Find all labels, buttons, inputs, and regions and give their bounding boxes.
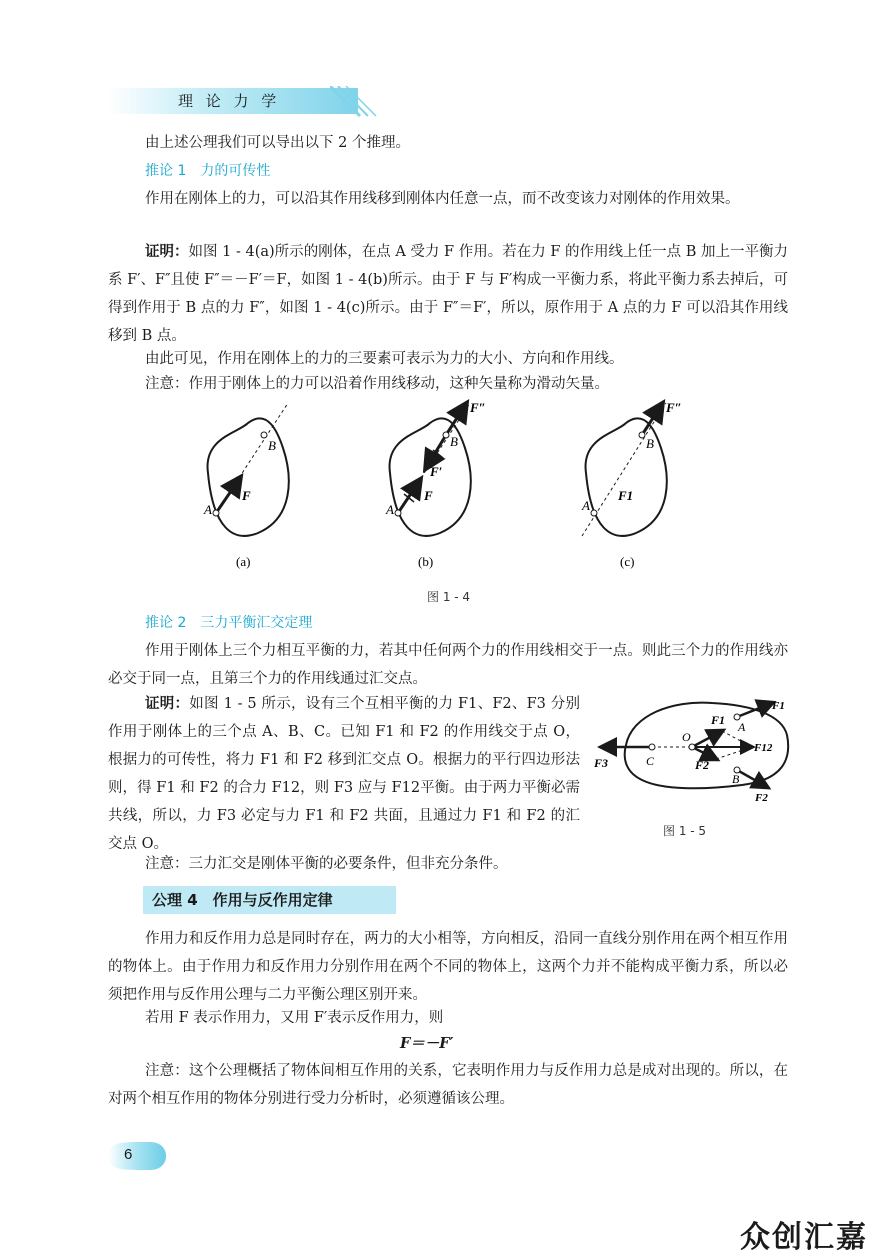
corollary1-heading: 推论 1 力的可传性 — [145, 163, 271, 179]
page-number: 6 — [124, 1146, 133, 1163]
label-B: B — [450, 434, 458, 449]
corollary1-proof — [108, 238, 788, 350]
book-title: 理 论 力 学 — [178, 92, 281, 110]
proof-label: 证明： — [145, 243, 189, 260]
label-F2-inner: F2 — [695, 758, 710, 772]
corollary1-statement: 作用在刚体上的力，可以沿其作用线移到刚体内任意一点，而不改变该力对刚体的作用效果。 — [145, 191, 740, 207]
label-C: C — [646, 754, 655, 768]
figure-1-5-caption: 图 1 - 5 — [663, 824, 707, 838]
label-B: B — [646, 436, 654, 451]
panel-b-label: (b) — [418, 554, 434, 569]
corollary2-note: 注意：三力汇交是刚体平衡的必要条件，但非充分条件。 — [145, 856, 508, 872]
corollary1-note: 注意：作用于刚体上的力可以沿着作用线移动，这种矢量称为滑动矢量。 — [145, 376, 609, 392]
axiom4-equation: F＝－F′ — [400, 1035, 454, 1052]
intro-text: 由上述公理我们可以导出以下 2 个推理。 — [145, 135, 410, 151]
corollary2-proof — [108, 690, 580, 858]
figure-1-5 — [592, 695, 792, 807]
panel-c — [581, 400, 682, 569]
label-F12: F12 — [754, 742, 773, 754]
label-F1-outer: F1 — [772, 700, 785, 712]
label-F: F — [242, 488, 251, 503]
label-A: A — [204, 502, 212, 517]
axiom4-para2: 若用 F 表示作用力，又用 F′表示反作用力，则 — [145, 1010, 444, 1026]
label-F2-outer: F2 — [755, 792, 768, 804]
page-number-badge — [108, 1140, 166, 1172]
watermark: 众创汇嘉 — [740, 1220, 868, 1255]
panel-a-label: (a) — [236, 554, 251, 569]
label-A: A — [582, 498, 590, 513]
label-F1-inner: F1 — [711, 713, 726, 727]
label-F1: F1 — [618, 488, 634, 503]
label-A: A — [386, 502, 394, 517]
axiom4-heading: 公理 4 作用与反作用定律 — [152, 891, 333, 909]
label-F3: F3 — [594, 756, 609, 770]
panel-c-label: (c) — [620, 554, 635, 569]
proof-text: 如图 1 - 5 所示，设有三个互相平衡的力 F1、F2、F3 分别作用于刚体上的三个点 A、B、C。已知 F1 和 F2 的作用线交于点 O，根据力的可传性，将力 F1 和 F2 移到汇交点 O。根据力的平行四边形法则，得 F1 和 F2 的合力 F12，则 F3 应与 F12平衡。由于两力平衡必需共线，所以，力 F3 必定与力 F1 和 F2 共面，且通过力 F1 和 F2 的汇交点 O。 — [108, 696, 580, 852]
corollary1-conclusion: 由此可见，作用在刚体上的力的三要素可表示为力的大小、方向和作用线。 — [145, 351, 624, 367]
label-F-prime: F′ — [430, 464, 443, 479]
label-F: F — [424, 488, 433, 503]
figure-1-4-caption: 图 1 - 4 — [427, 590, 471, 604]
label-A: A — [738, 720, 746, 734]
label-F-dprime: F″ — [666, 400, 682, 415]
label-O: O — [682, 730, 691, 744]
axiom4-note: 注意：这个公理概括了物体间相互作用的关系，它表明作用力与反作用力总是成对出现的。所以，在对两个相互作用的物体分别进行受力分析时，必须遵循该公理。 — [108, 1063, 788, 1107]
panel-a — [203, 403, 289, 569]
label-B: B — [268, 438, 276, 453]
panel-b — [385, 400, 486, 569]
proof-label: 证明： — [145, 695, 190, 712]
axiom4-para1: 作用力和反作用力总是同时存在，两力的大小相等，方向相反，沿同一直线分别作用在两个相互作用的物体上。由于作用力和反作用力分别作用在两个不同的物体上，这两个力并不能构成平衡力系，所以必须把作用与反作用公理与二力平衡公理区别开来。 — [108, 931, 788, 1003]
corollary2-statement: 作用于刚体上三个力相互平衡的力，若其中任何两个力的作用线相交于一点。则此三个力的作用线亦必交于同一点，且第三个力的作用线通过汇交点。 — [108, 643, 788, 687]
label-F-dprime: F″ — [470, 400, 486, 415]
label-B: B — [732, 772, 740, 786]
header-stripes — [330, 86, 380, 118]
proof-text: 如图 1 - 4(a)所示的刚体，在点 A 受力 F 作用。若在力 F 的作用线上任一点 B 加上一平衡力系 F′、F″且使 F″＝－F′＝F，如图 1 - 4(b)所示。由于 F 与 F′构成一平衡力系，将此平衡力系去掉后，可得到作用于 B 点的力 F″，如图 1 - 4(c)所示。由于 F″＝F′，所以，原作用于 A 点的力 F 可以沿其作用线移到 B 点。 — [108, 244, 788, 344]
corollary2-heading: 推论 2 三力平衡汇交定理 — [145, 615, 313, 631]
figure-1-4 — [198, 398, 698, 570]
